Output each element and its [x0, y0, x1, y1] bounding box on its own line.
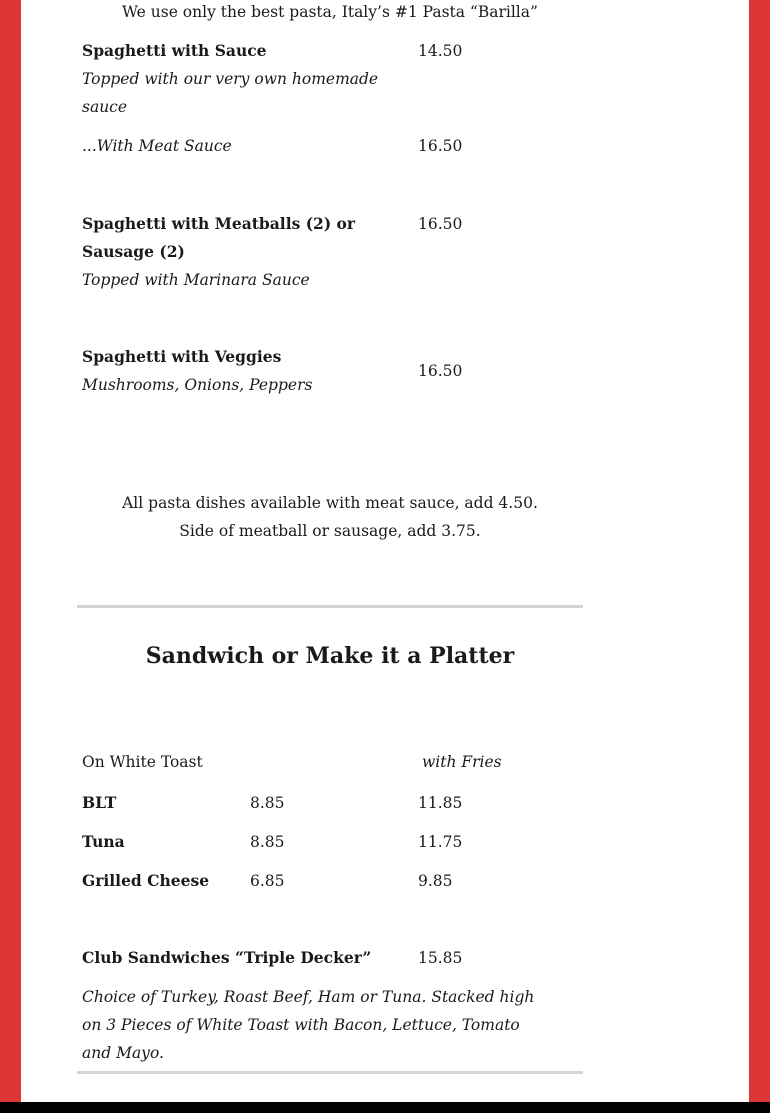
menu-item-price: 16.50	[418, 137, 463, 155]
menu-item-desc: Topped with Marinara Sauce	[82, 271, 310, 289]
menu-item-price: 16.50	[418, 362, 463, 380]
menu-item-fries-price: 11.85	[418, 794, 463, 812]
menu-item-name: Spaghetti with Sauce	[82, 41, 267, 60]
menu-item-desc: Choice of Turkey, Roast Beef, Ham or Tuna. Stacked high on 3 Pieces of White Toast with Bacon, Lettuce, Tomato and Mayo.	[82, 988, 535, 1062]
menu-item-price: 6.85	[250, 872, 285, 890]
menu-item-price: 14.50	[418, 42, 463, 60]
menu-page	[21, 0, 749, 1102]
menu-item-name: Spaghetti with Veggies	[82, 347, 282, 366]
menu-item-desc: Mushrooms, Onions, Peppers	[82, 376, 313, 394]
column-header: On White Toast	[82, 753, 203, 771]
menu-item-name: Grilled Cheese	[82, 871, 210, 890]
column-header: with Fries	[422, 753, 502, 771]
menu-item-fries-price: 9.85	[418, 872, 453, 890]
menu-item-name: Club Sandwiches “Triple Decker”	[82, 948, 372, 967]
menu-item-name: ...With Meat Sauce	[82, 137, 232, 155]
menu-item-price: 16.50	[418, 215, 463, 233]
pasta-note: All pasta dishes available with meat sauce, add 4.50.	[122, 494, 538, 512]
menu-item-desc: Topped with our very own homemade sauce	[82, 70, 379, 116]
menu-item-name: Tuna	[82, 832, 125, 851]
pasta-note: Side of meatball or sausage, add 3.75.	[179, 522, 481, 540]
menu-item-name: BLT	[82, 793, 117, 812]
section-divider	[77, 1071, 583, 1074]
section-divider	[77, 605, 583, 608]
menu-item-price: 15.85	[418, 949, 463, 967]
section-title: Sandwich or Make it a Platter	[145, 643, 515, 669]
menu-item-name: Spaghetti with Meatballs (2) or Sausage (2)	[82, 214, 356, 261]
bottom-bar	[0, 1102, 770, 1113]
menu-item-price: 8.85	[250, 794, 285, 812]
menu-item-fries-price: 11.75	[418, 833, 463, 851]
pasta-intro: We use only the best pasta, Italy’s #1 Pasta “Barilla”	[122, 3, 538, 21]
menu-item-price: 8.85	[250, 833, 285, 851]
